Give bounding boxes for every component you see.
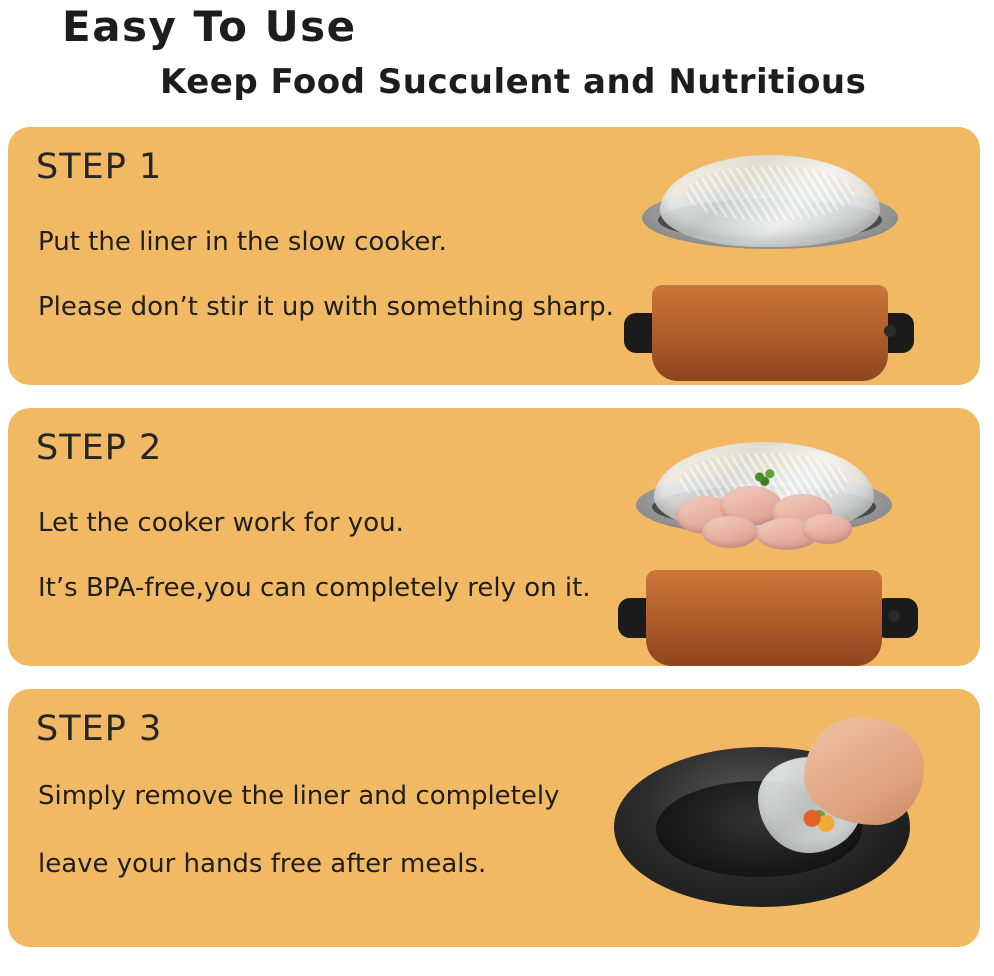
step-label: STEP 1 [36,147,163,187]
step-2-photo [618,422,918,666]
slow-cooker-body [652,285,888,381]
step-3-photo [598,699,928,947]
step-label: STEP 2 [36,428,163,468]
parsley-garnish-icon [746,466,780,488]
plastic-liner [660,155,880,247]
step-card-3 [8,689,980,947]
chicken-pieces [676,470,852,548]
slow-cooker-body [646,570,882,666]
step-text-line-1: Put the liner in the slow cooker. [38,227,447,257]
page-title: Easy To Use [62,2,357,51]
page-subtitle: Keep Food Succulent and Nutritious [160,62,867,102]
step-text-line-2: It’s BPA-free,you can completely rely on it. [38,573,591,603]
step-text-line-1: Simply remove the liner and completely [38,781,560,811]
step-card-2 [8,408,980,666]
hand [804,717,924,825]
step-text-line-2: Please don’t stir it up with something sharp. [38,292,614,322]
step-text-line-1: Let the cooker work for you. [38,508,404,538]
step-label: STEP 3 [36,709,163,749]
pot-knob-icon [884,325,896,337]
pot-knob-icon [888,610,900,622]
step-text-line-2: leave your hands free after meals. [38,849,487,879]
step-card-1 [8,127,980,385]
step-1-photo [624,135,914,381]
